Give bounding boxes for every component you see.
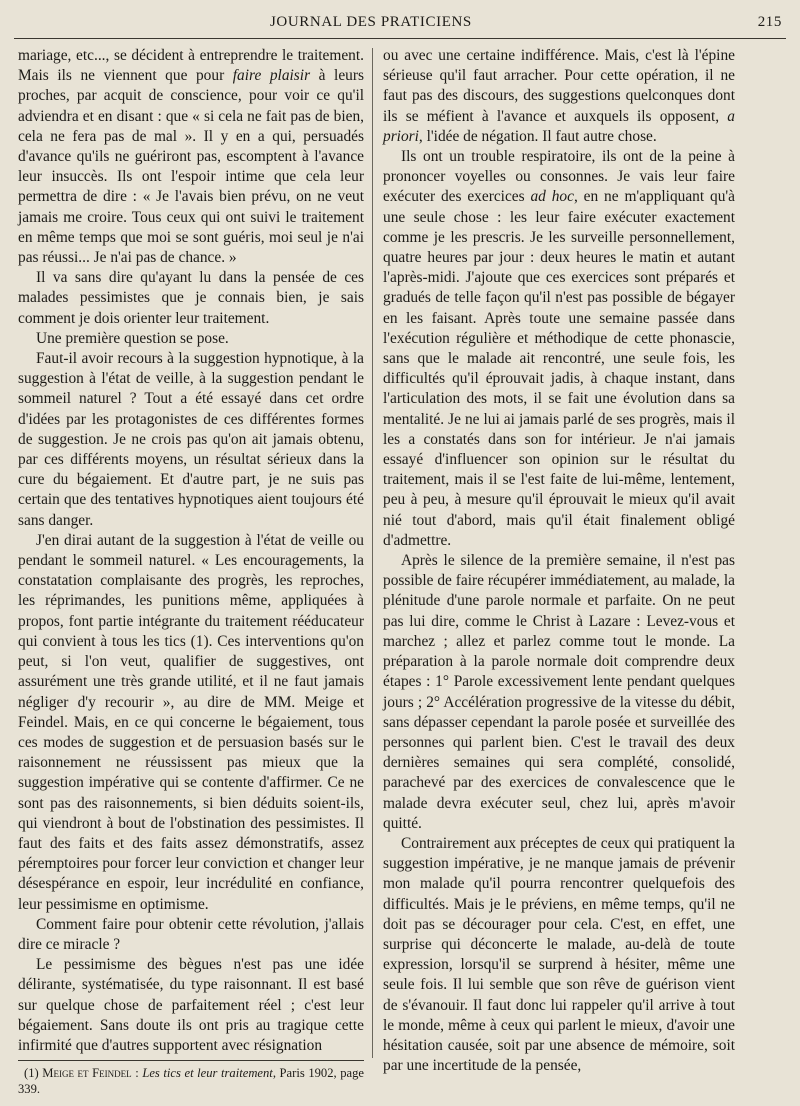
left-paragraph-4: Faut-il avoir recours à la suggestion hypnotique, à la suggestion à l'état de veille, à la suggestion pendant le sommeil naturel ? Tout a été essayé dans cet ordre d'idées par les protagonistes de ces différentes formes de suggestion. Je ne crois pas qu'on ait jamais obtenu, par ces différents moyens, un résultat sérieux dans la cure du bégaiement. Et d'autre part, je ne suis pas certain que des tentatives hypnotiques aient toujours été sans danger. bbox=[18, 350, 364, 529]
left-column bbox=[18, 46, 364, 1097]
footnote: (1) Meige et Feindel : Les tics et leur traitement, Paris 1902, page 339. bbox=[18, 1066, 365, 1097]
header-rule bbox=[14, 38, 786, 39]
left-paragraph-6: Comment faire pour obtenir cette révolution, j'allais dire ce miracle ? bbox=[18, 915, 364, 953]
right-paragraph-2: Ils ont un trouble respiratoire, ils ont de la peine à prononcer voyelles ou consonnes. Je vais leur faire exécuter des exercices ad hoc, en ne m'appliquant qu'à une seule chose : les leur faire exécuter exactement comme je les prescris. Je les surveille personnellement, quatre heures par jour : deux heures le matin et autant l'après-midi. J'ajoute que ces exercices sont préparés et gradués de telle façon qu'il n'est pas possible de bégayer en les faisant. Après toute une semaine passée dans l'exécution régulière et méthodique de cette phonascie, sans que le malade ait rencontré, une seule fois, les difficultés qu'il éprouvait jadis, à chaque instant, dans l'articulation des mots, il se fait une évolution dans sa mentalité. Je ne lui ai jamais parlé de ses progrès, mais il les a constatés dans son for intérieur. Je n'ai jamais essayé d'influencer son opinion sur le résultat du traitement, mais il se l'est faite de lui-même, lentement, peu à peu, à mesure qu'il éprouvait le mieux qu'il avait nié tout d'abord, mais qu'il était finalement obligé d'admettre. bbox=[383, 148, 736, 549]
column-divider bbox=[372, 48, 373, 1058]
right-paragraph-1: ou avec une certaine indifférence. Mais, c'est là l'épine sérieuse qu'il faut arracher. Pour cette opération, il ne faut pas des discours, des suggestions quelconques dont ils se méfient à l'avance et auxquels ils opposent, a priori, l'idée de négation. Il faut autre chose. bbox=[383, 47, 735, 145]
right-paragraph-4: Contrairement aux préceptes de ceux qui pratiquent la suggestion impérative, je ne manque jamais de prévenir mon malade qu'il pourra rencontrer quelquefois des difficultés. Mais je le préviens, en même temps, qu'il ne doit pas se décourager pour cela. C'est, en effet, une surprise qui déconcerte le malade, au-delà de toute expression, lorsqu'il se surprend à hésiter, même une seule fois. Il lui semble que son rêve de guérison vient de s'évanouir. Il faut donc lui rappeler qu'il arrive à tout le monde, même à ceux qui parlent le mieux, d'avoir une hésitation causée, soit par une absence de mémoire, soit par une incertitude de la pensée, bbox=[383, 834, 735, 1075]
footnote-rule bbox=[18, 1060, 364, 1061]
right-paragraph-3: Après le silence de la première semaine, il n'est pas possible de faire récupérer immédiatement, au malade, la plénitude d'une parole normale et parfaite. On ne peut pas lui dire, comme le Christ à Lazare : Levez-vous et marchez ; allez et parlez comme tout le monde. La préparation à la parole normale doit comprendre deux étapes : 1° Parole excessivement lente pendant quelques jours ; 2° Accélération progressive de la vitesse du débit, sans dépasser cependant la parole posée et surveillée des personnes qui parlent bien. C'est le travail des deux dernières semaines qui sera complété, consolidé, parachevé par des exercices de convalescence que le malade devra exécuter seul, chez lui, après m'avoir quitté. bbox=[383, 552, 735, 832]
left-paragraph-1: mariage, etc..., se décident à entreprendre le traitement. Mais ils ne viennent que pour faire plaisir à leurs proches, par acquit de conscience, pour voir ce qu'il adviendra et en disant : que « si cela ne fait pas de bien, cela ne fera pas de mal ». Il y en a qui, persuadés d'avance qu'ils ne guériront pas, escomptent à l'avance leur insuccès. Ils ont l'espoir intime que cela leur permettra de dire : « Je l'avais bien prévu, on ne veut jamais me croire. Tous ceux qui ont suivi le traitement en même temps que moi se sont guéris, moi seul je n'ai pas réussi... Je n'ai pas de chance. » bbox=[18, 47, 364, 267]
left-paragraph-7: Le pessimisme des bègues n'est pas une idée délirante, systématisée, du type raisonnant. Il est basé sur quelque chose de parfaitement réel ; c'est leur bégaiement. Sans doute ils ont pris au tragique cette infirmité que d'autres supportent avec résignation bbox=[18, 956, 364, 1054]
journal-title: JOURNAL DES PRATICIENS bbox=[270, 14, 472, 30]
right-column bbox=[383, 46, 735, 1076]
emphasis-text: ad hoc bbox=[530, 188, 574, 206]
left-paragraph-5: J'en dirai autant de la suggestion à l'état de veille ou pendant le sommeil naturel. « Les encouragements, la constatation complaisante des progrès, les reproches, les réprimandes, les punitions même, appliquées à propos, font partie intégrante du traitement rééducateur qui convient à tous les tics (1). Ces interventions qu'on peut, si l'on veut, qualifier de suggestives, ont assurément une très grande utilité, et il ne faut jamais négliger d'y recourir », au dire de MM. Meige et Feindel. Mais, en ce qui concerne le bégaiement, tous ces modes de suggestion et de persuasion basés sur le raisonnement ne réussissent pas mieux que la suggestion impérative qui se contente d'affirmer. Ce ne sont pas des raisonnements, si bien déduits soient-ils, qui viendront à bout de l'obstination des pessimistes. Il faut des faits et des faits assez démonstratifs, assez péremptoires pour forcer leur conviction et changer leur désespérance en espoir, leur incrédulité en confiance, leur pessimisme en optimisme. bbox=[18, 531, 364, 913]
running-header bbox=[0, 14, 800, 40]
emphasis-text: a priori bbox=[383, 107, 735, 145]
page-number: 215 bbox=[757, 14, 782, 30]
left-paragraph-2: Il va sans dire qu'ayant lu dans la pensée de ces malades pessimistes que je connais bien, je sais comment je dois orienter leur traitement. bbox=[18, 269, 364, 327]
left-paragraph-3: Une première question se pose. bbox=[36, 329, 229, 347]
emphasis-text: faire plaisir bbox=[232, 67, 311, 85]
